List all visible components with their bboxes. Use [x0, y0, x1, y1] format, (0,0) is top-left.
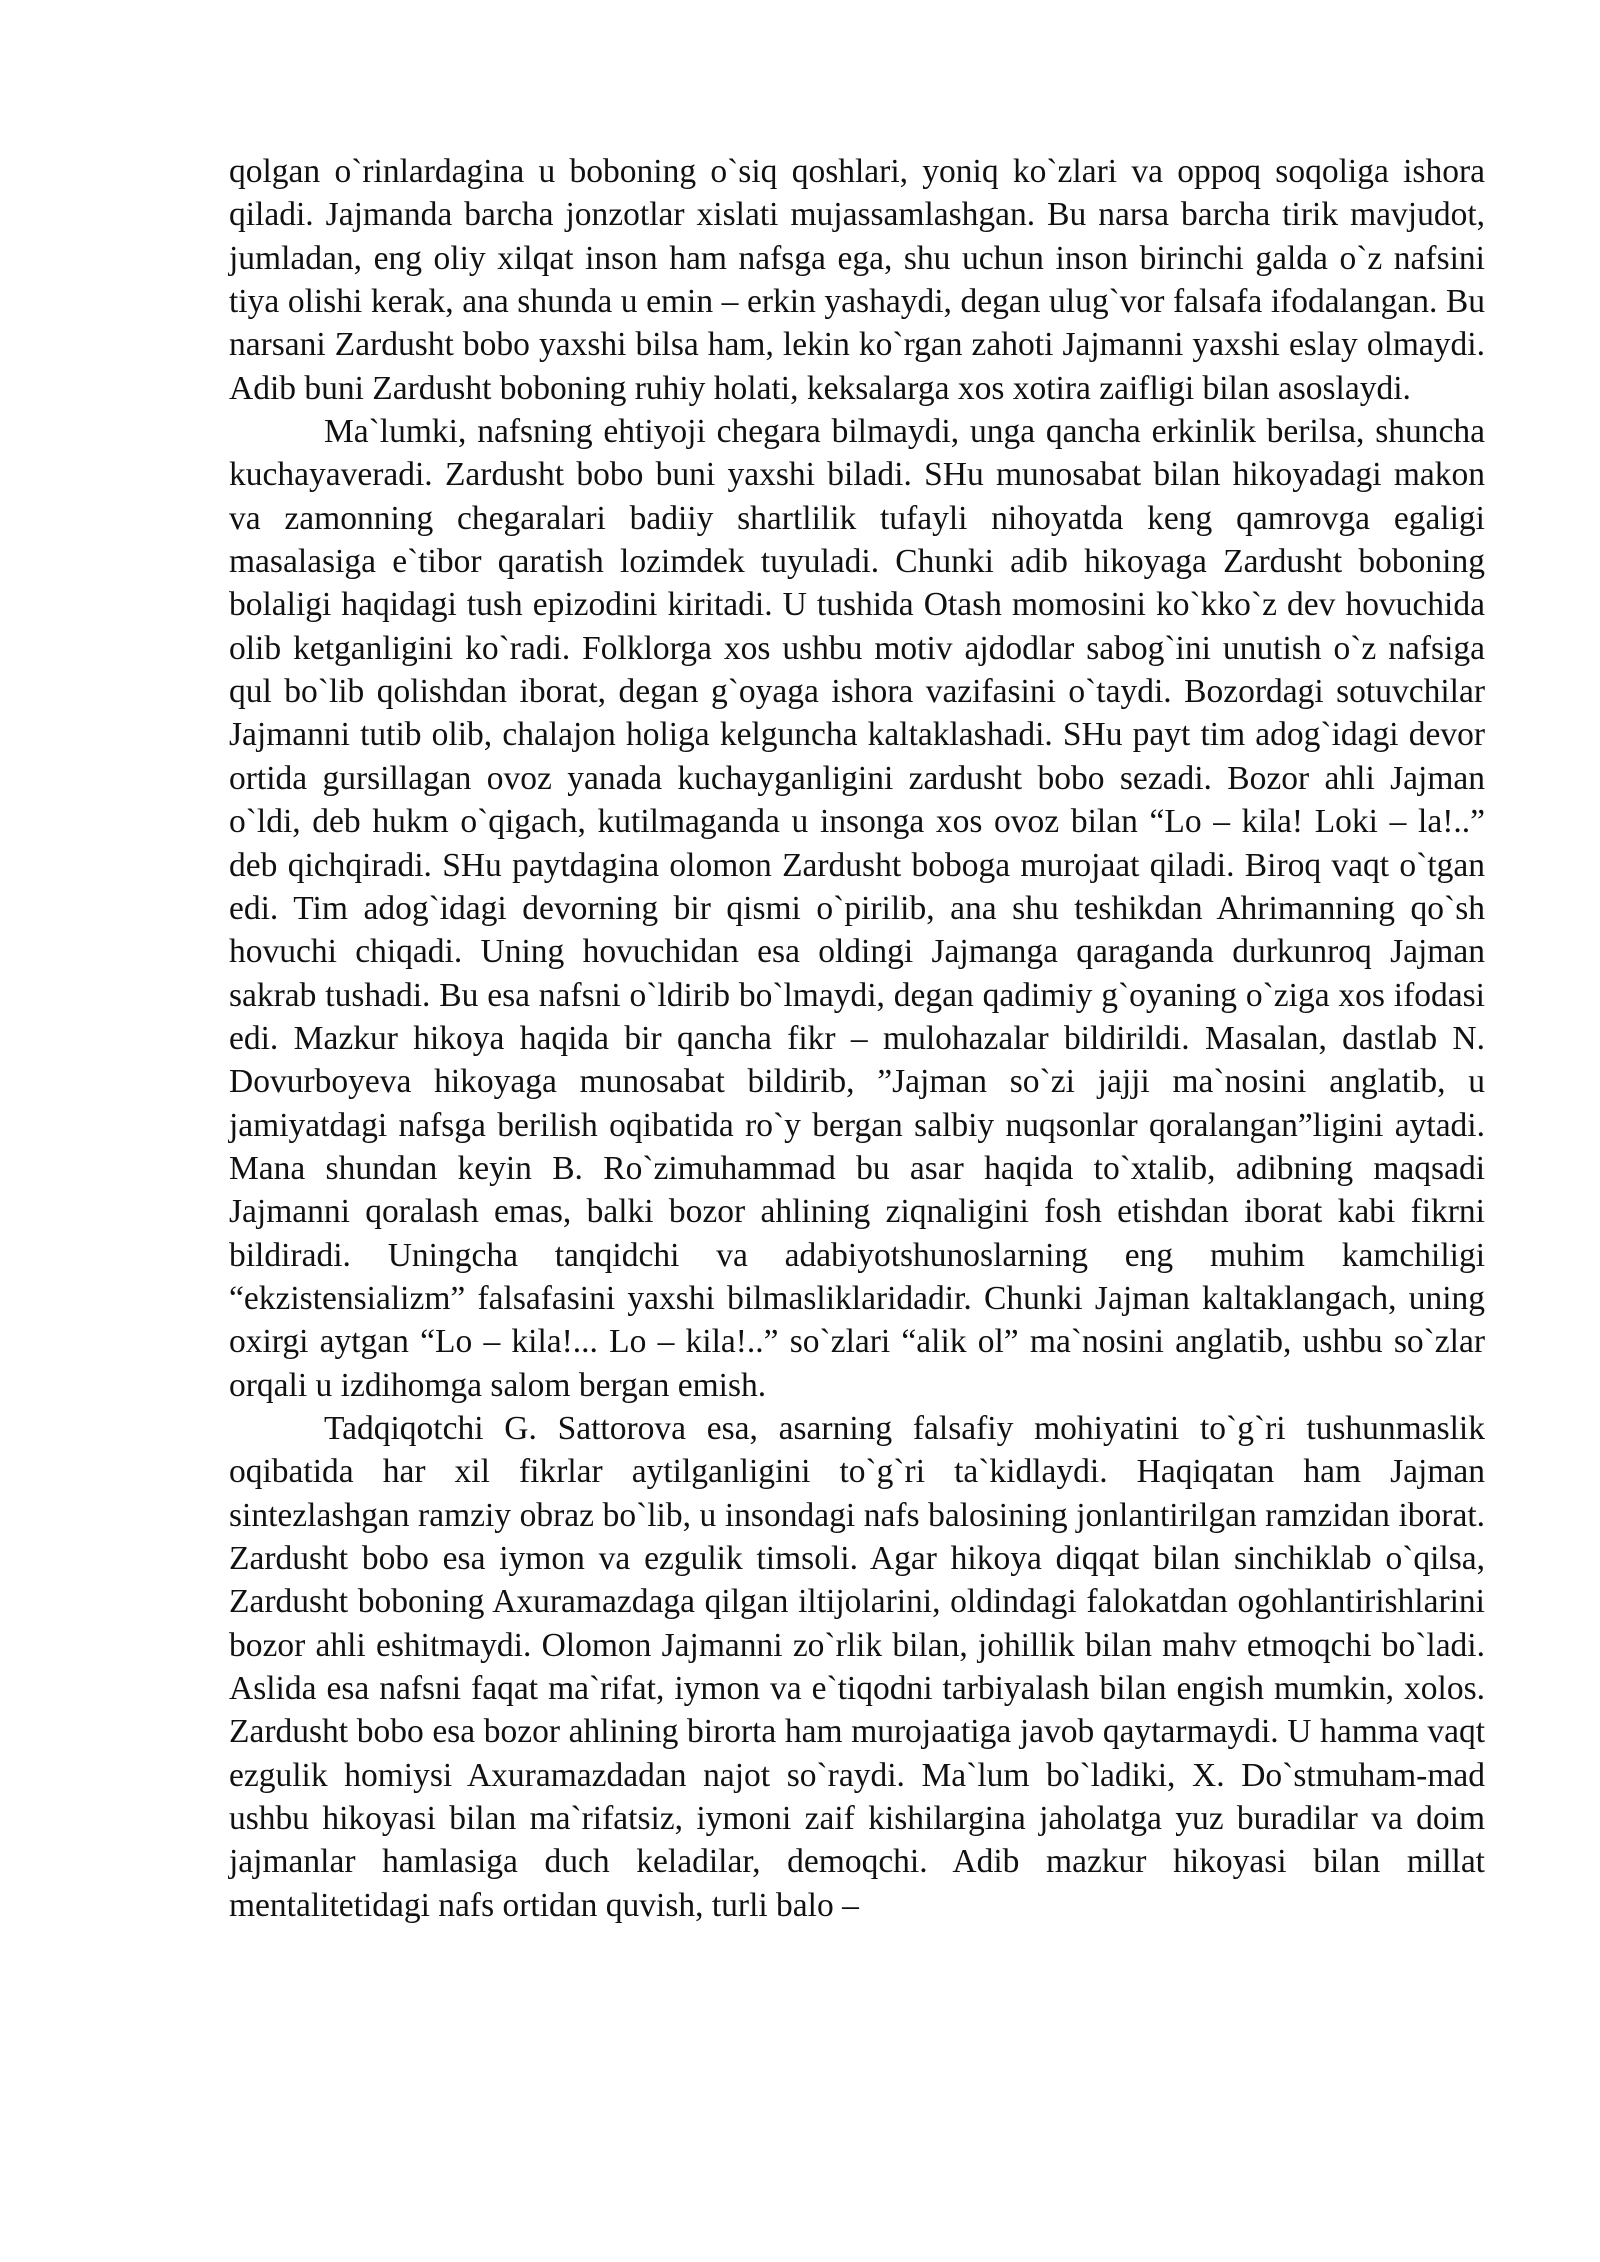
paragraph-1: qolgan o`rinlardagina u boboning o`siq qoshlari, yoniq ko`zlari va oppoq soqoliga ishora qiladi. Jajmanda barcha jonzotlar xislati mujassamlashgan. Bu narsa barcha tirik mavjudot, jumladan, eng oliy xilqat inson ham nafsga ega, shu uchun inson birinchi galda o`z nafsini tiya olishi kerak, ana shunda u emin – erkin yashaydi, degan ulug`vor falsafa ifodalangan. Bu narsani Zardusht bobo yaxshi bilsa ham, lekin ko`rgan zahoti Jajmanni yaxshi eslay olmaydi. Adib buni Zardusht boboning ruhiy holati, keksalarga xos xotira zaifligi bilan asoslaydi.: [229, 153, 1485, 407]
paragraph-2: Ma`lumki, nafsning ehtiyoji chegara bilmaydi, unga qancha erkinlik berilsa, shuncha kuchayaveradi. Zardusht bobo buni yaxshi biladi. SHu munosabat bilan hikoyadagi makon va zamonning chegaralari badiiy shartlilik tufayli nihoyatda keng qamrovga egaligi masalasiga e`tibor qaratish lozimdek tuyuladi. Chunki adib hikoyaga Zardusht boboning bolaligi haqidagi tush epizodini kiritadi. U tushida Otash momosini ko`kko`z dev hovuchida olib ketganligini ko`radi. Folklorga xos ushbu motiv ajdodlar sabog`ini unutish o`z nafsiga qul bo`lib qolishdan iborat, degan g`oyaga ishora vazifasini o`taydi. Bozordagi sotuvchilar Jajmanni tutib olib, chalajon holiga kelguncha kaltaklashadi. SHu payt tim adog`idagi devor ortida gursillagan ovoz yanada kuchayganligini zardusht bobo sezadi. Bozor ahli Jajman o`ldi, deb hukm o`qigach, kutilmaganda u insonga xos ovoz bilan “Lo – kila! Loki – la!..” deb qichqiradi. SHu paytdagina olomon Zardusht boboga murojaat qiladi. Biroq vaqt o`tgan edi. Tim adog`idagi devorning bir qismi o`pirilib, ana shu teshikdan Ahrimanning qo`sh hovuchi chiqadi. Uning hovuchidan esa oldingi Jajmanga qaraganda durkunroq Jajman sakrab tushadi. Bu esa nafsni o`ldirib bo`lmaydi, degan qadimiy g`oyaning o`ziga xos ifodasi edi. Mazkur hikoya haqida bir qancha fikr – mulohazalar bildirildi. Masalan, dastlab N. Dovurboyeva hikoyaga munosabat bildirib, ”Jajman so`zi jajji ma`nosini anglatib, u jamiyatdagi nafsga berilish oqibatida ro`y bergan salbiy nuqsonlar qoralangan”ligini aytadi. Mana shundan keyin B. Ro`zimuhammad bu asar haqida to`xtalib, adibning maqsadi Jajmanni qoralash emas, balki bozor ahlining ziqnaligini fosh etishdan iborat kabi fikrni bildiradi. Uningcha tanqidchi va adabiyotshunoslarning eng muhim kamchiligi “ekzistensializm” falsafasini yaxshi bilmasliklaridadir. Chunki Jajman kaltaklangach, uning oxirgi aytgan “Lo – kila!... Lo – kila!..” so`zlari “alik ol” ma`nosini anglatib, ushbu so`zlar orqali u izdihomga salom bergan emish.: [229, 413, 1485, 1404]
body-text: [229, 150, 1485, 1927]
paragraph-3: Tadqiqotchi G. Sattorova esa, asarning falsafiy mohiyatini to`g`ri tushunmaslik oqibatida har xil fikrlar aytilganligini to`g`ri ta`kidlaydi. Haqiqatan ham Jajman sintezlashgan ramziy obraz bo`lib, u insondagi nafs balosining jonlantirilgan ramzidan iborat. Zardusht bobo esa iymon va ezgulik timsoli. Agar hikoya diqqat bilan sinchiklab o`qilsa, Zardusht boboning Axuramazdaga qilgan iltijolarini, oldindagi falokatdan ogohlantirishlarini bozor ahli eshitmaydi. Olomon Jajmanni zo`rlik bilan, johillik bilan mahv etmoqchi bo`ladi. Aslida esa nafsni faqat ma`rifat, iymon va e`tiqodni tarbiyalash bilan engish mumkin, xolos. Zardusht bobo esa bozor ahlining birorta ham murojaatiga javob qaytarmaydi. U hamma vaqt ezgulik homiysi Axuramazdadan najot so`raydi. Ma`lum bo`ladiki, X. Do`stmuham-mad ushbu hikoyasi bilan ma`rifatsiz, iymoni zaif kishilargina jaholatga yuz buradilar va doim jajmanlar hamlasiga duch keladilar, demoqchi. Adib mazkur hikoyasi bilan millat mentalitetidagi nafs ortidan quvish, turli balo –: [229, 1409, 1485, 1924]
